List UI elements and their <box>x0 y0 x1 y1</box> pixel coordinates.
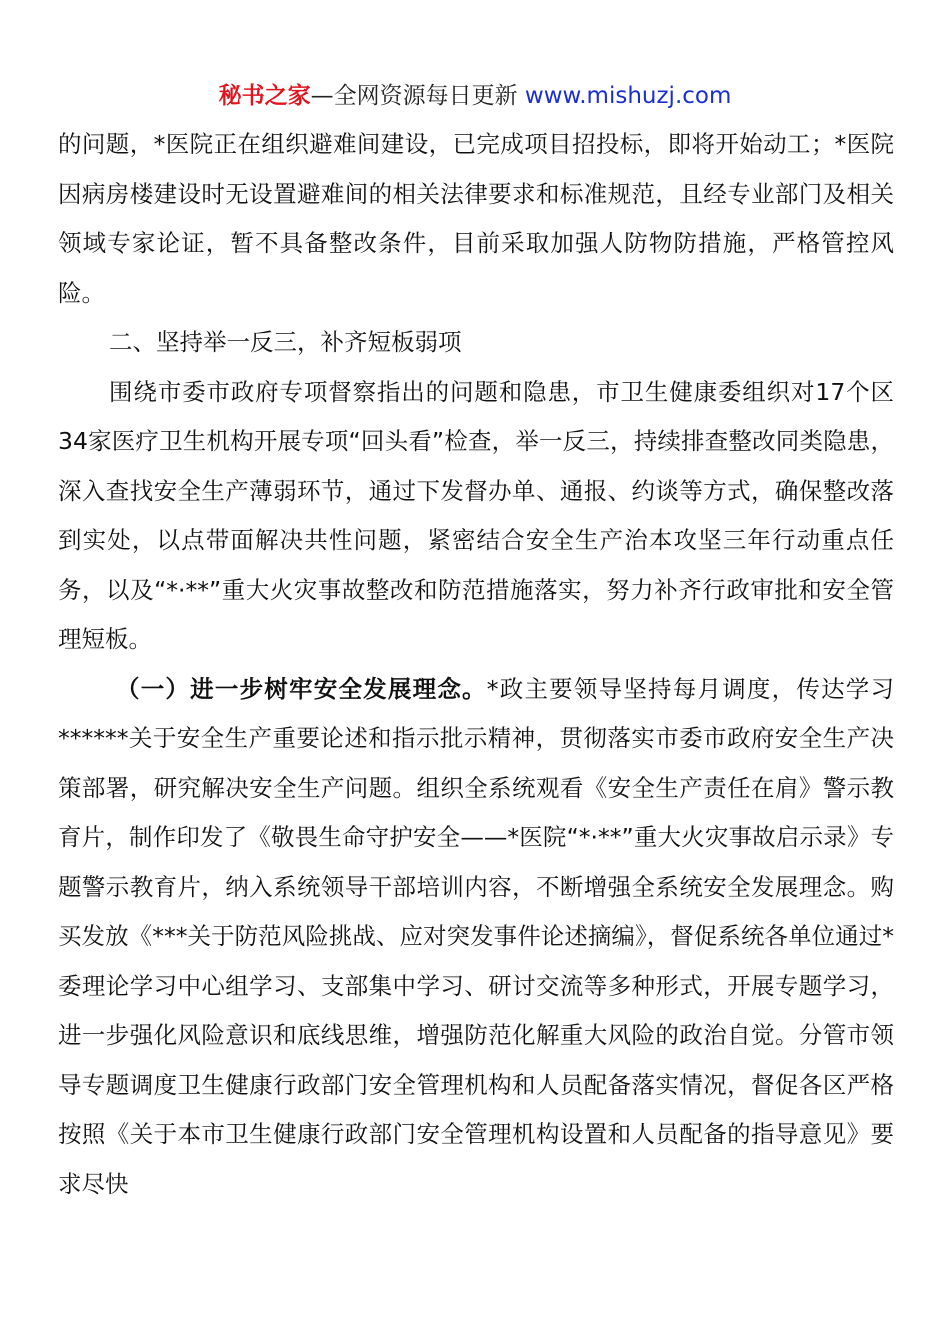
subsection-heading: （一）进一步树牢安全发展理念。 <box>116 674 487 703</box>
brand-name: 秘书之家 <box>218 83 311 109</box>
paragraph-3-body: *政主要领导坚持每月调度，传达学习******关于安全生产重要论述和指示批示精神，贯彻落实市委市政府安全生产决策部署，研究解决安全生产问题。组织全系统观看《安全生产责任在肩》警示教育片，制作印发了《敬畏生命守护安全——*医院“*·**”重大火灾事故启示录》专题警示教育片，纳入系统领导干部培训内容，不断增强全系统安全发展理念。购买发放《***关于防范风险挑战、应对突发事件论述摘编》，督促系统各单位通过*委理论学习中心组学习、支部集中学习、研讨交流等多种形式，开展专题学习，进一步强化风险意识和底线思维，增强防范化解重大风险的政治自觉。分管市领导专题调度卫生健康行政部门安全管理机构和人员配备落实情况，督促各区严格按照《关于本市卫生健康行政部门安全管理机构设置和人员配备的指导意见》要求尽快 <box>58 674 894 1198</box>
website-link[interactable]: www.mishuzj.com <box>524 83 732 109</box>
section-heading: 二、坚持举一反三，补齐短板弱项 <box>109 328 462 356</box>
paragraph-1: 的问题，*医院正在组织避难间建设，已完成项目招投标，即将开始动工；*医院因病房楼建设时无设置避难间的相关法律要求和标准规范，且经专业部门及相关领域专家论证，暂不具备整改条件，目前采取加强人防物防措施，严格管控风险。 <box>58 130 894 307</box>
paragraph-3 <box>58 665 894 1210</box>
paragraph-2: 围绕市委市政府专项督察指出的问题和隐患，市卫生健康委组织对17个区34家医疗卫生机构开展专项“回头看”检查，举一反三，持续排查整改同类隐患，深入查找安全生产薄弱环节，通过下发督办单、通报、约谈等方式，确保整改落到实处，以点带面解决共性问题，紧密结合安全生产治本攻坚三年行动重点任务，以及“*·**”重大火灾事故整改和防范措施落实，努力补齐行政审批和安全管理短板。 <box>58 377 894 653</box>
header-slogan: —全网资源每日更新 <box>310 83 518 109</box>
page-header <box>0 80 950 112</box>
document-body <box>58 120 894 1209</box>
